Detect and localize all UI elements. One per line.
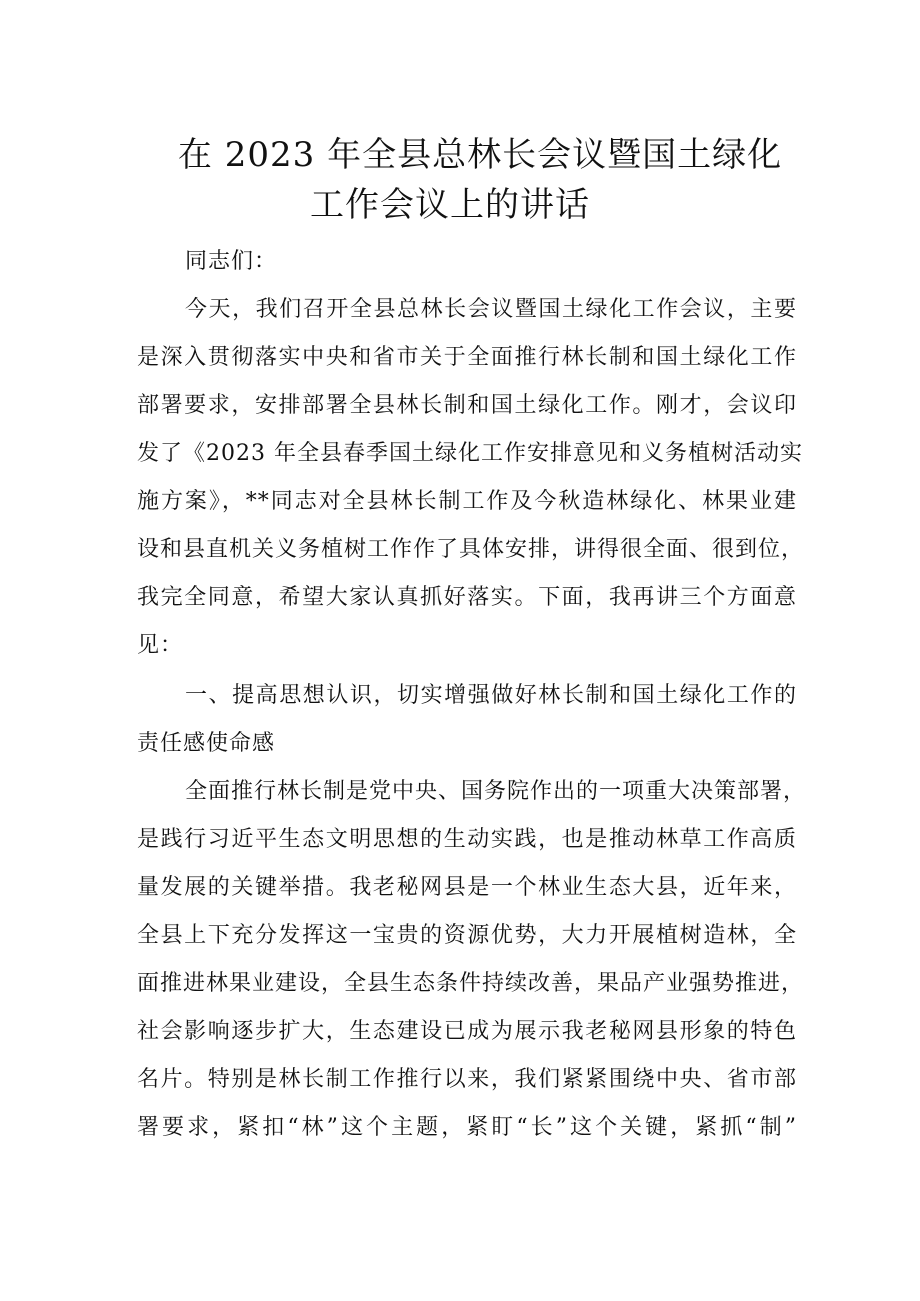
- body-line: 见：: [137, 633, 184, 658]
- salutation: 同志们：: [185, 249, 278, 274]
- document-title-line-1: 在 2023 年全县总林长会议暨国土绿化: [177, 135, 783, 175]
- body-line: 设和县直机关义务植树工作作了具体安排，讲得很全面、很到位，: [137, 537, 805, 562]
- body-line: 部署要求，安排部署全县林长制和国土绿化工作。刚才，会议印: [137, 393, 797, 418]
- section-heading-continuation: 责任感使命感: [137, 731, 276, 756]
- body-line: 全县上下充分发挥这一宝贵的资源优势，大力开展植树造林，全: [137, 923, 797, 948]
- section-heading: 一、提高思想认识，切实增强做好林长制和国土绿化工作的: [185, 683, 797, 708]
- body-line: 是践行习近平生态文明思想的生动实践，也是推动林草工作高质: [137, 827, 797, 852]
- body-line: 发了《2023 年全县春季国土绿化工作安排意见和义务植树活动实: [137, 441, 803, 466]
- body-line: 今天，我们召开全县总林长会议暨国土绿化工作会议，主要: [185, 297, 797, 322]
- body-line: 我完全同意，希望大家认真抓好落实。下面，我再讲三个方面意: [137, 585, 797, 610]
- body-line: 全面推行林长制是党中央、国务院作出的一项重大决策部署，: [185, 779, 807, 804]
- body-line: 署要求，紧扣“林”这个主题，紧盯“长”这个关键，紧抓“制”: [137, 1115, 797, 1140]
- body-line: 是深入贯彻落实中央和省市关于全面推行林长制和国土绿化工作: [137, 345, 797, 370]
- body-line: 社会影响逐步扩大，生态建设已成为展示我老秘网县形象的特色: [137, 1019, 797, 1044]
- body-line: 面推进林果业建设，全县生态条件持续改善，果品产业强势推进，: [137, 971, 805, 996]
- body-line: 施方案》，**同志对全县林长制工作及今秋造林绿化、林果业建: [137, 489, 797, 514]
- body-line: 量发展的关键举措。我老秘网县是一个林业生态大县，近年来，: [137, 875, 797, 900]
- body-line: 名片。特别是林长制工作推行以来，我们紧紧围绕中央、省市部: [137, 1067, 797, 1092]
- document-title-line-2: 工作会议上的讲话: [310, 185, 590, 225]
